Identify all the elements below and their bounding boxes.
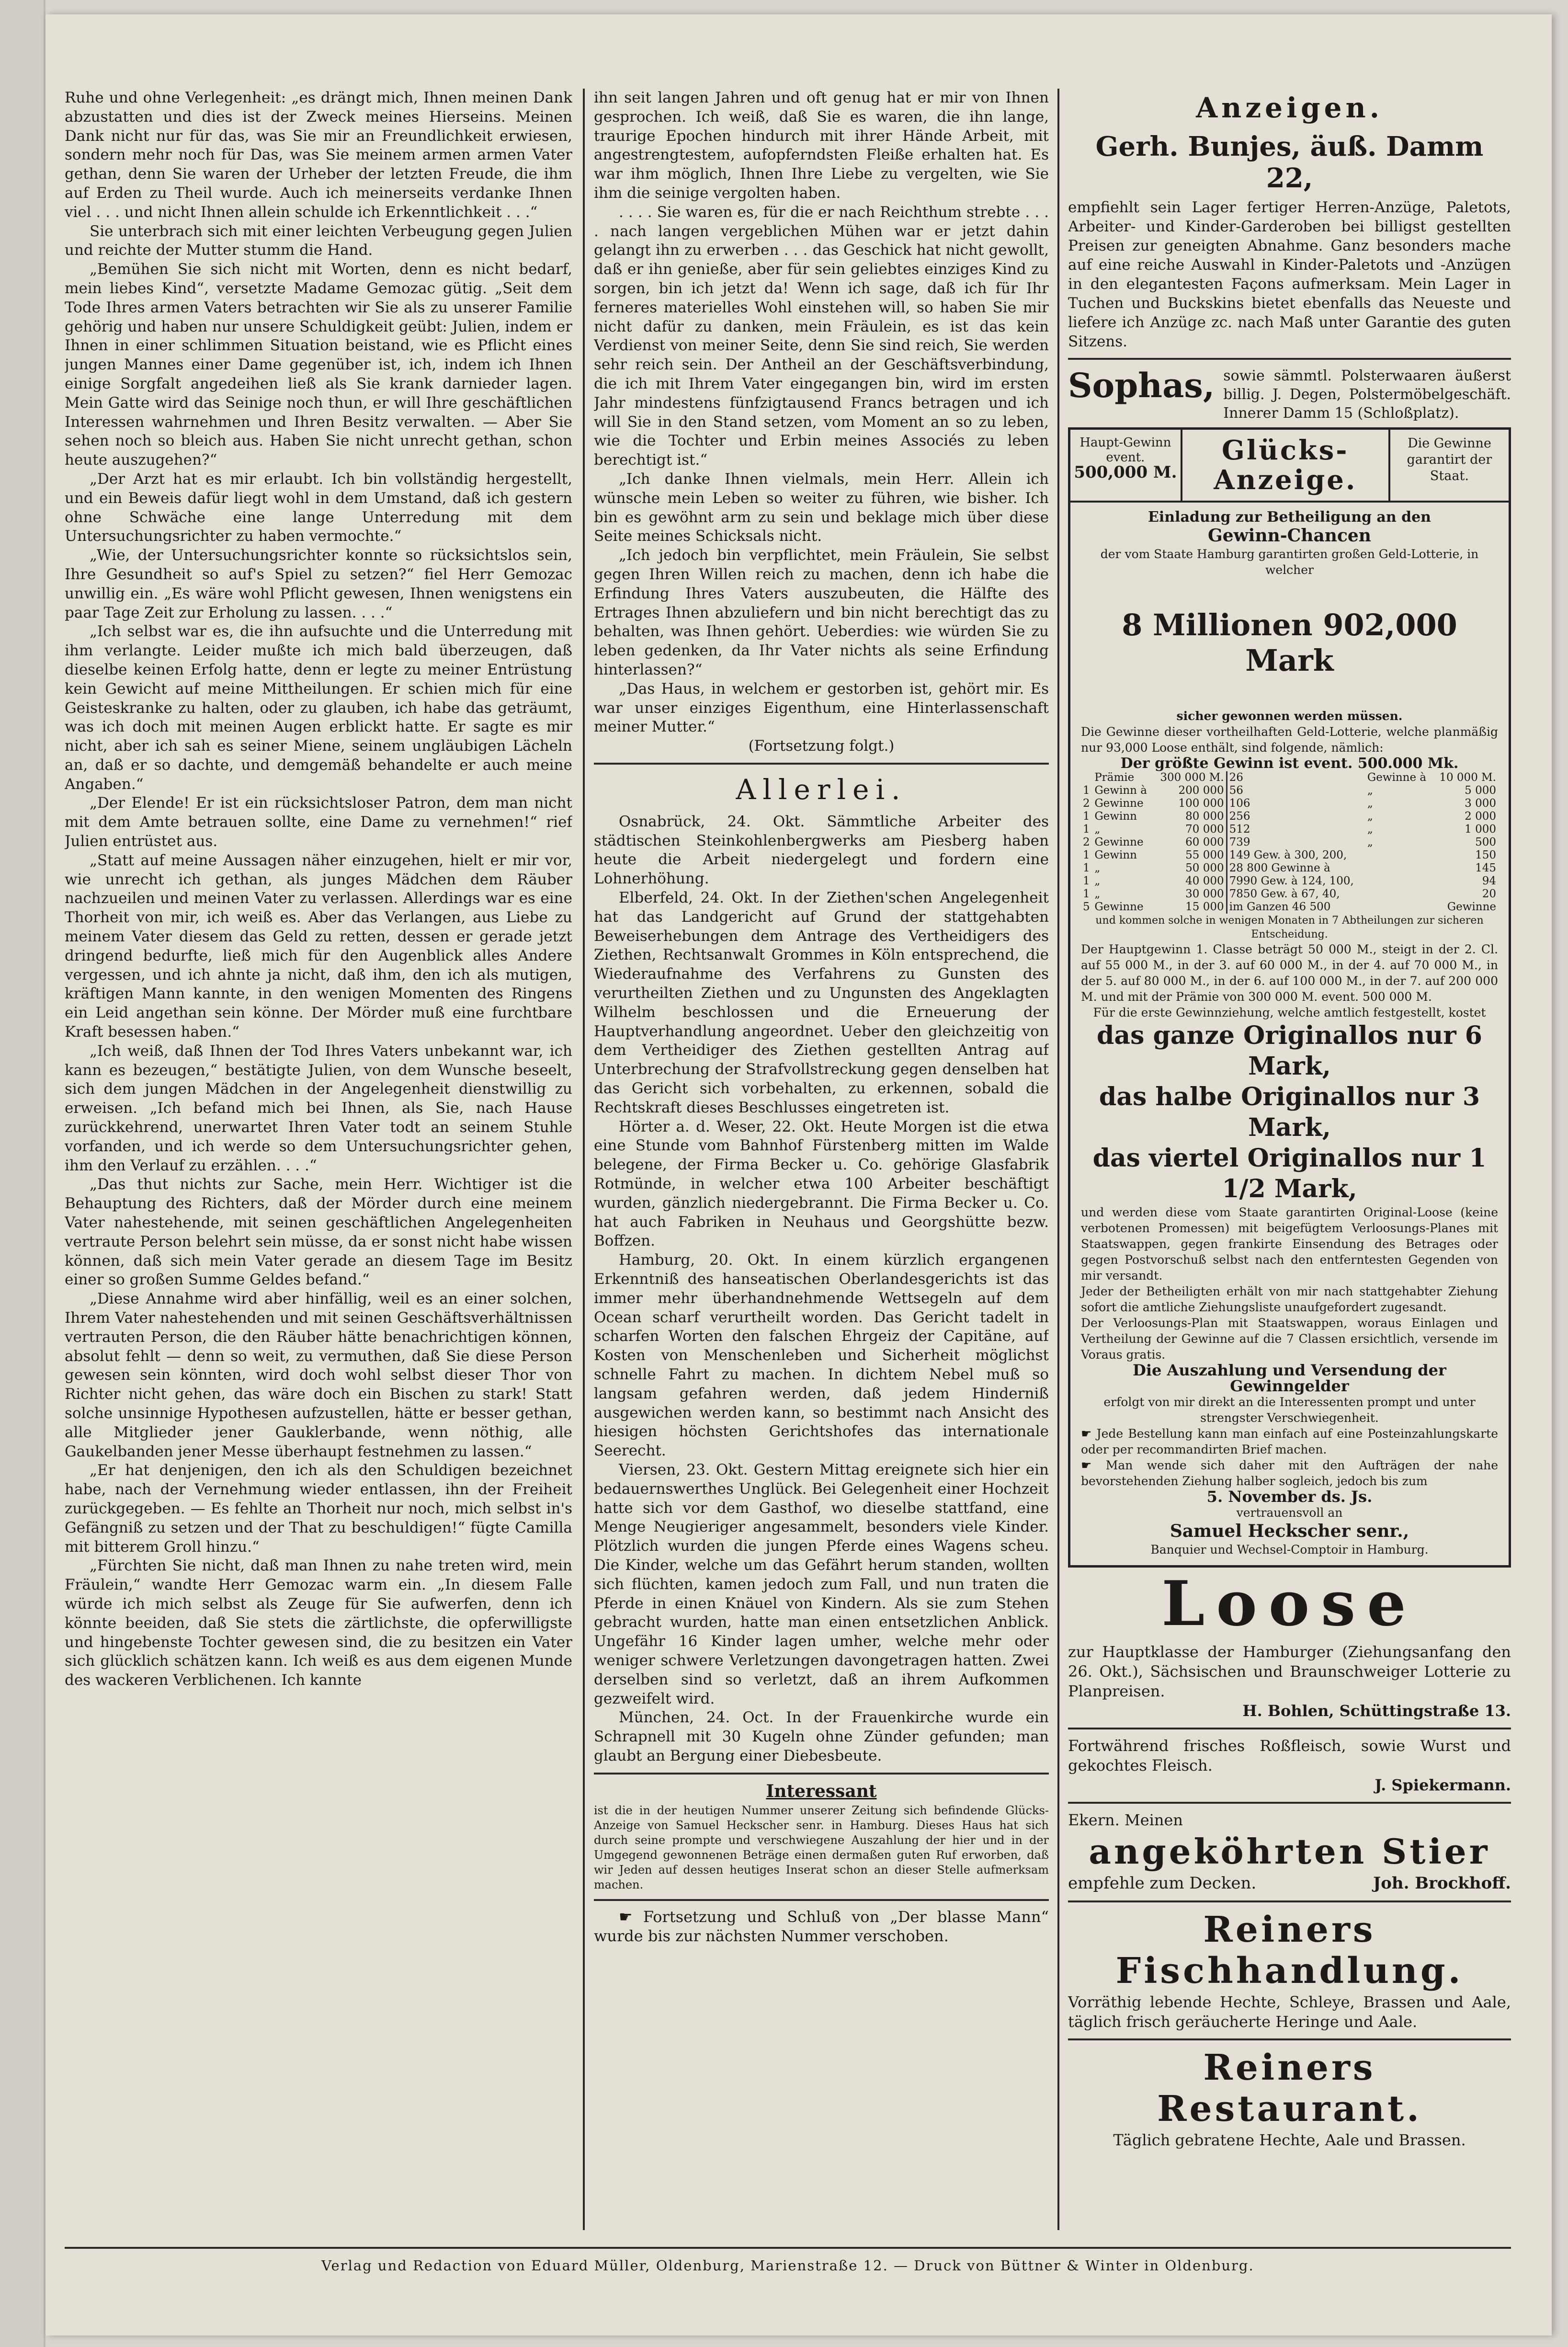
prize-row <box>1081 849 1498 862</box>
restaurant-ad-head: Reiners Restaurant. <box>1157 2047 1422 2129</box>
bunjes-ad-text: empfiehlt sein Lager fertiger Herren-Anzüge, Paletots, Arbeiter- und Kinder-Garderoben bei billigst gestellten Preisen zur geneigten Abnahme. Ganz besonders mache auf eine reiche Auswahl in Kinder-Paletots und -Anzügen in den elegantesten Façons aufmerksam. Mein Lager in Tuchen und Buckskins bietet ebenfalls das Neueste und liefere ich Anzüge zc. nach Maß unter Garantie des guten Sitzens. <box>1068 199 1511 350</box>
lottery-deadline: 5. November ds. Js. <box>1206 1488 1373 1506</box>
novel-paragraph: „Ich jedoch bin verpflichtet, mein Fräulein, Sie selbst gegen Ihren Willen reich zu machen, denn ich habe die Erfindung Ihres Vaters auszubeuten, die Hälfte des Ertrages Ihnen abzuliefern und bin nicht berechtigt das zu behalten, was Ihnen gehört. Ueberdies: wie würden Sie zu leben gedenken, da Ihr Vater nichts als seine Erfindung hinterlassen?“ <box>594 547 1049 678</box>
novel-paragraph: „Der Arzt hat es mir erlaubt. Ich bin vollständig hergestellt, und ein Beweis dafür liegt wohl in dem Umstand, daß ich gestern ohne Schwäche eine lange Unterredung mit dem Untersuchungsrichter zu haben vermochte.“ <box>65 470 572 545</box>
prize-cell: 7850 Gew. à 67, 40, <box>1227 888 1365 901</box>
prize-cell: „ <box>1094 875 1101 887</box>
lottery-banker: Samuel Heckscher senr., <box>1170 1521 1409 1541</box>
lottery-banker-desc: Banquier und Wechsel-Comptoir in Hamburg. <box>1150 1543 1429 1557</box>
lottery-list: Jeder der Betheiligten erhält von mir nach stattgehabter Ziehung sofort die amtliche Ziehungsliste unaufgefordert zugesandt. <box>1081 1284 1498 1314</box>
novel-paragraph: „Das Haus, in welchem er gestorben ist, gehört mir. Es war unser einziges Eigenthum, eine Hinterlassenschaft meiner Mutter.“ <box>594 680 1049 736</box>
novel-paragraph: . . . . Sie waren es, für die er nach Reichthum strebte . . . . nach langen vergeblichen Mühen war er jetzt dahin gelangt ihn zu erwerben . . . das Geschick hat nicht gewollt, daß er ihn genieße, aber für sein geliebtes einziges Kind zu sorgen, bin ich jetzt da! Wenn ich sage, daß ich für Ihr ferneres materielles Wohl einstehen will, so haben Sie mir nicht dafür zu danken, mein Fräulein, es ist das kein Verdienst von meiner Seite, denn Sie sind reich, Sie werden sehr reich sein. Der Antheil an der Geschäftsverbindung, die ich mit Ihrem Vater eingegangen bin, wird im ersten Jahr mindestens fünfzigtausend Francs betragen und ich will Sie in den Stand setzen, vom Moment an so zu leben, wie die Tochter und Erbin meines Associés zu leben berechtigt ist.“ <box>594 203 1049 469</box>
lottery-order: ☛ Jede Bestellung kann man einfach auf eine Posteinzahlungskarte oder per recommandirten Brief machen. <box>1081 1427 1498 1456</box>
sophas-text: sowie sämmtl. Polsterwaaren äußerst billig. J. Degen, Polstermöbelgeschäft. Innerer Damm 15 (Schloßplatz). <box>1223 367 1511 422</box>
prize-cell <box>1365 888 1433 901</box>
news-item: München, 24. Oct. In der Frauenkirche wurde ein Schrapnell mit 30 Kugeln ohne Zünder gefunden; man glaubt an Bergung einer Diebesbeute. <box>594 1709 1049 1764</box>
prize-cell: 1 <box>1083 875 1090 887</box>
prize-row <box>1081 771 1498 784</box>
ad-divider <box>1068 1900 1511 1902</box>
anzeigen-heading: Anzeigen. <box>1196 92 1383 124</box>
loose-ad-text: zur Hauptklasse der Hamburger (Ziehungsanfang den 26. Okt.), Sächsischen und Braunschweiger Lotterie zu Planpreisen. <box>1068 1643 1511 1700</box>
restaurant-ad-text: Täglich gebratene Hechte, Aale und Brassen. <box>1113 2131 1466 2149</box>
news-item: Viersen, 23. Okt. Gestern Mittag ereignete sich hier ein bedauernswerthes Unglück. Bei Gelegenheit einer Hochzeit hatte sich vor dem Gasthof, wo dieselbe stattfand, eine Menge Neugieriger angesammelt, besonders viele Kinder. Plötzlich wurden die jungen Pferde eines Wagens scheu. Die Kinder, welche um das Gefährt herum standen, wollten sich flüchten, kamen jedoch zum Fall, und nun traten die Pferde in einen Knäuel von Kindern. Als sie zum Stehen gebracht wurden, hatte man einen entsetzlichen Anblick. Ungefähr 16 Kinder lagen umher, welche mehr oder weniger schwere Verletzungen davongetragen hatten. Zwei derselben sind so verletzt, daß an ihrem Aufkommen gezweifelt wird. <box>594 1461 1049 1707</box>
interessant-heading: Interessant <box>766 1781 877 1801</box>
prize-cell: 26 <box>1227 771 1365 784</box>
ad-divider <box>1068 1802 1511 1804</box>
prize-cell: 20 <box>1482 888 1496 900</box>
prize-cell: 300 000 M. <box>1160 771 1224 784</box>
sophas-ad <box>1068 366 1511 423</box>
section-divider <box>594 763 1049 765</box>
novel-paragraph: Ruhe und ohne Verlegenheit: „es drängt mich, Ihnen meinen Dank abzustatten und dies ist der Zweck meines Hierseins. Meinen Dank nicht nur für das, was Sie mir an Freundlichkeit erwiesen, sondern mehr noch für Das, was Sie meinem armen armen Vater gethan, denn Sie waren der Urheber der letzten Freude, die ihm auf Erden zu Theil wurde. Auch ich meinerseits verdanke Ihnen viel . . . und nicht Ihnen allein schulde ich Erkenntlichkeit . . .“ <box>65 89 572 221</box>
prize-cell: 3 000 <box>1465 797 1496 810</box>
prize-cell: 55 000 <box>1185 849 1224 861</box>
lottery-header <box>1070 430 1509 503</box>
prize-cell: Prämie <box>1094 771 1135 784</box>
prize-cell: 2 <box>1083 836 1090 848</box>
prize-row <box>1081 823 1498 836</box>
prize-cell: Gewinn <box>1094 849 1137 861</box>
fisch-ad-head: Reiners Fischhandlung. <box>1115 1909 1464 1992</box>
prize-cell: „ <box>1367 784 1373 797</box>
lottery-sure: sicher gewonnen werden müssen. <box>1176 709 1403 723</box>
ross-ad-text: Fortwährend frisches Roßfleisch, sowie Wurst und gekochtes Fleisch. <box>1068 1737 1511 1775</box>
novel-column-left <box>65 89 572 2230</box>
prize-cell: 60 000 <box>1185 836 1224 848</box>
prize-row <box>1081 888 1498 901</box>
prize-cell: Gewinne <box>1094 901 1144 913</box>
prize-row <box>1081 875 1498 888</box>
loose-ad-signature: H. Bohlen, Schüttingstraße 13. <box>1242 1702 1511 1720</box>
column-rule <box>1057 89 1059 2230</box>
prize-cell: „ <box>1094 862 1101 874</box>
lottery-chancen: Gewinn-Chancen <box>1208 526 1371 546</box>
news-item: Elberfeld, 24. Okt. In der Ziethen'schen Angelegenheit hat das Landgericht auf Grund der stattgehabten Beweiserhebungen dem Antrage des Vertheidigers des Ziethen, Rechtsanwalt Grommes in Köln entsprechend, die Wiederaufnahme des Verfahrens zu Gunsten des verurtheilten Ziethen und zu Ungunsten des Angeklagten Wilhelm beschlossen und die Erneuerung der Hauptverhandlung angeordnet. Ueber den gleichzeitig von dem Vertheidiger des Ziethen gestellten Antrag auf Unterbrechung der Strafvollstreckung gegen denselben hat das Gericht sich vorbehalten, zu erkennen, sobald die Rechtskraft dieses Beschlusses eingetreten ist. <box>594 889 1049 1116</box>
prize-cell: 30 000 <box>1185 888 1224 900</box>
prize-cell: 7990 Gew. à 124, 100, <box>1227 875 1365 888</box>
novel-paragraph: „Das thut nichts zur Sache, mein Herr. Wichtiger ist die Behauptung des Richters, daß der Mörder durch eine meinem Vater nahestehende, mit seinen geschäftlichen Angelegenheiten vertraute Person belehrt sein müsse, da er sonst nicht habe wissen können, daß sich mein Vater gerade an diesem Tage im Besitz einer so großen Summe Geldes befand.“ <box>65 1176 572 1289</box>
prize-cell: 149 Gew. à 300, 200, <box>1227 849 1365 862</box>
prize-cell: 80 000 <box>1185 810 1224 823</box>
prize-cell: Gewinn à <box>1094 784 1147 797</box>
prize-cell: 56 <box>1227 784 1365 797</box>
lottery-main-prize: Der Hauptgewinn 1. Classe beträgt 50 000 M., steigt in der 2. Cl. auf 55 000 M., in der 3. auf 60 000 M., in der 4. auf 70 000 M., in der 5. auf 80 000 M., in der 6. auf 100 000 M., in der 7. auf 200 000 M. und mit der Prämie von 300 000 M. event. 500 000 M. <box>1081 942 1498 1004</box>
middle-column <box>594 89 1049 2230</box>
prize-cell: 145 <box>1475 862 1496 874</box>
lottery-title: Glücks-Anzeige. <box>1182 430 1390 501</box>
lottery-guarantee: Die Gewinne garantirt der Staat. <box>1407 436 1492 483</box>
prize-cell: 2 000 <box>1465 810 1496 823</box>
imprint-footer: Verlag und Redaction von Eduard Müller, Oldenburg, Marienstraße 12. — Druck von Büttner & Winter in Oldenburg. <box>65 2247 1511 2274</box>
lottery-classes: und kommen solche in wenigen Monaten in 7 Abtheilungen zur sicheren Entscheidung. <box>1095 915 1484 940</box>
section-divider <box>594 1773 1049 1775</box>
news-item: Osnabrück, 24. Okt. Sämmtliche Arbeiter des städtischen Steinkohlenbergwerks am Piesberg haben heute die Arbeit niedergelegt und fordern eine Lohnerhöhung. <box>594 813 1049 888</box>
novel-paragraph: „Diese Annahme wird aber hinfällig, weil es an einer solchen, Ihrem Vater nahestehenden und mit seinen Geschäftsverhältnissen vertrauten Person, die den Räuber hätte benachrichtigen können, absolut fehlt — denn so weit, zu vermuthen, daß Sie diese Person gewesen sein könnten, wird doch wohl selbst dieser Thor von Richter nicht gehen, das wäre doch ein Bischen zu stark! Statt solche unsinnige Hypothesen aufzustellen, hätte er besser gethan, alle Mitglieder jener Gauklerbande, wenn nöthig, alle Gaukelbanden jener Messe überhaupt festnehmen zu lassen.“ <box>65 1290 572 1460</box>
lottery-ad <box>1068 427 1511 1568</box>
price-whole: das ganze Originallos nur 6 Mark, <box>1097 1021 1482 1081</box>
prize-row <box>1081 797 1498 810</box>
novel-paragraph: „Fürchten Sie nicht, daß man Ihnen zu nahe treten wird, mein Fräulein,“ wandte Herr Gemozac warm ein. „In diesem Falle würde ich mich selbst als Zeuge für Sie aufwerfen, denn ich könnte beeiden, daß Sie stets die zärtlichste, die opferwilligste und hingebenste Tochter gewesen sind, die zu besitzen ein Vater sich glücklich schätzen kann. Ich weiß es aus dem eigenen Munde des wackeren Verblichenen. Ich kannte <box>65 1557 572 1689</box>
novel-paragraph: „Der Elende! Er ist ein rücksichtsloser Patron, dem man nicht mit dem Amte betrauen sollte, eine Dame zu vernehmen!“ rief Julien entrüstet aus. <box>65 794 572 850</box>
stier-ad-head: angeköhrten Stier <box>1089 1831 1490 1872</box>
lottery-contact-intro: vertrauensvoll an <box>1236 1506 1343 1520</box>
newspaper-content <box>65 89 1511 2273</box>
lottery-payout: erfolgt von mir direkt an die Interessenten prompt und unter strengster Verschwiegenheit. <box>1103 1395 1476 1425</box>
price-half: das halbe Originallos nur 3 Mark, <box>1099 1082 1480 1142</box>
sophas-title: Sophas, <box>1068 366 1215 405</box>
prize-row <box>1081 810 1498 823</box>
news-item: Hörter a. d. Weser, 22. Okt. Heute Morgen ist die etwa eine Stunde vom Bahnhof Fürstenberg mitten im Walde belegene, der Firma Becker u. Co. gehörige Glasfabrik Rotmünde, in welcher etwa 100 Arbeiter beschäftigt wurden, gänzlich niedergebrannt. Die Firma Becker u. Co. hat auch Fabriken in Neuhaus und Georgshütte bezw. Boffzen. <box>594 1118 1049 1250</box>
prize-cell: 200 000 <box>1178 784 1224 797</box>
stier-ad-signature: Joh. Brockhoff. <box>1373 1874 1511 1893</box>
prize-cell: Gewinne <box>1447 901 1496 913</box>
news-item: Hamburg, 20. Okt. In einem kürzlich ergangenen Erkenntniß des hanseatischen Oberlandesgerichts ist das immer mehr überhandnehmende Wettsegeln auf dem Ocean scharf verurtheilt worden. Das Gericht tadelt in scharfen Worten den falschen Ehrgeiz der Capitäne, auf Kosten von Menschenleben und Sicherheit möglichst schnelle Fahrt zu machen. In dichtem Nebel muß so langsam gefahren werden, daß jedem Hinderniß ausgewichen werden kann, so bestimmt nach Ansicht des hiesigen höchsten Gerichtshofes das internationale Seerecht. <box>594 1251 1049 1460</box>
prize-cell: 1 <box>1083 849 1090 861</box>
page-edge <box>0 0 45 2347</box>
prize-cell: „ <box>1094 888 1101 900</box>
pointing-hand-icon: ☛ <box>619 1907 643 1926</box>
interessant-text: ist die in der heutigen Nummer unserer Zeitung sich befindende Glücks-Anzeige von Samuel Heckscher senr. in Hamburg. Dieses Haus hat sich durch seine prompte und verschwiegene Auszahlung der hier und in der Umgegend gewonnenen Beträge einen dermaßen guten Ruf erworben, daß wir Jeden auf dessen heutiges Inserat schon an dieser Stelle aufmerksam machen. <box>594 1803 1049 1891</box>
prize-cell <box>1081 771 1092 784</box>
lottery-deadline-note: ☛ Man wende sich daher mit den Aufträgen der nahe bevorstehenden Ziehung halber sogleich, jedoch bis zum <box>1081 1458 1499 1488</box>
lottery-top-prize: Haupt-Gewinn event. 500,000 M. <box>1070 430 1182 501</box>
prize-cell: 1 <box>1083 784 1090 797</box>
bunjes-ad-head: Gerh. Bunjes, äuß. Damm 22, <box>1095 131 1484 194</box>
prize-cell <box>1365 862 1433 875</box>
prize-cell: „ <box>1367 823 1373 836</box>
section-divider <box>594 1899 1049 1901</box>
prize-cell <box>1365 849 1433 862</box>
stier-ad-text: empfehle zum Decken. <box>1068 1874 1257 1893</box>
prize-cell: 5 000 <box>1465 784 1496 797</box>
prize-row <box>1081 784 1498 797</box>
prize-cell: 94 <box>1482 875 1496 887</box>
prize-cell: „ <box>1367 810 1373 823</box>
prize-cell: 50 000 <box>1185 862 1224 874</box>
stier-ad-row <box>1068 1873 1511 1894</box>
prize-row <box>1081 901 1498 914</box>
prize-cell: 10 000 M. <box>1439 771 1496 784</box>
novel-paragraph: „Ich danke Ihnen vielmals, mein Herr. Allein ich wünsche mein Leben so weiter zu führen, wie bisher. Ich bin es gewöhnt arm zu sein und beklage mich über diese Seite meines Schicksals nicht. <box>594 470 1049 545</box>
prize-cell: 1 000 <box>1465 823 1496 836</box>
lottery-total: 8 Millionen 902,000 Mark <box>1122 607 1457 678</box>
prize-cell: 500 <box>1475 836 1496 848</box>
prize-cell: 2 <box>1083 797 1090 810</box>
novel-paragraph: ihn seit langen Jahren und oft genug hat er mir von Ihnen gesprochen. Ich weiß, daß Sie es waren, die ihn lange, traurige Epochen hindurch mit ihrer Hände Arbeit, mit angestrengtestem, aufopferndsten Fleiße erhalten hat. Es war ihm möglich, Ihnen Ihre Liebe zu vergelten, wie Sie ihm die seinige vergolten haben. <box>594 89 1049 202</box>
prize-cell: 70 000 <box>1185 823 1224 836</box>
prize-cell: im Ganzen 46 500 <box>1227 901 1365 914</box>
lottery-desc: der vom Staate Hamburg garantirten großen Geld-Lotterie, in welcher <box>1100 547 1479 577</box>
price-quarter: das viertel Originallos nur 1 1/2 Mark, <box>1092 1144 1487 1203</box>
lottery-invite: Einladung zur Betheiligung an den <box>1148 509 1431 526</box>
stier-ad-pre: Ekern. Meinen <box>1068 1811 1183 1829</box>
prize-cell: 739 <box>1227 836 1365 849</box>
lottery-plan: Der Verloosungs-Plan mit Staatswappen, woraus Einlagen und Vertheilung der Gewinne auf die 7 Classen ersichtlich, versende im Voraus gratis. <box>1081 1316 1498 1362</box>
fortsetzung-note: ☛ Fortsetzung und Schluß von „Der blasse Mann“ wurde bis zur nächsten Nummer verschoben. <box>594 1907 1049 1945</box>
pointing-hand-icon: ☛ <box>1081 1458 1106 1472</box>
prize-cell: 5 <box>1083 901 1090 913</box>
prize-cell <box>1365 901 1433 914</box>
prize-cell: Gewinne <box>1094 797 1144 810</box>
novel-paragraph: Sie unterbrach sich mit einer leichten Verbeugung gegen Julien und reichte der Mutter stumm die Hand. <box>65 222 572 259</box>
lottery-intro: Die Gewinne dieser vortheilhaften Geld-Lotterie, welche planmäßig nur 93,000 Loose enthält, sind folgende, nämlich: <box>1081 725 1498 755</box>
ad-divider <box>1068 2038 1511 2040</box>
ads-column <box>1068 89 1511 2230</box>
prize-cell: Gewinne <box>1094 836 1144 848</box>
prize-cell: 512 <box>1227 823 1365 836</box>
prize-row <box>1081 836 1498 849</box>
prize-cell: „ <box>1367 836 1373 848</box>
prize-cell: 40 000 <box>1185 875 1224 887</box>
lottery-payout-head: Die Auszahlung und Versendung der Gewinngelder <box>1133 1361 1446 1395</box>
novel-paragraph: „Ich weiß, daß Ihnen der Tod Ihres Vaters unbekannt war, ich kann es bezeugen,“ bestätigte Julien, von dem Wunsche beseelt, sich dem jungen Mädchen in der Angelegenheit dienstwillig zu erweisen. „Ich befand mich bei Ihnen, als Sie, nach Hause zurückkehrend, unerwartet Ihren Vater todt an seinem Stuhle vorfanden, und ich werde so dem Untersuchungsrichter gehen, ihm den Verlauf zu erzählen. . . .“ <box>65 1042 572 1174</box>
prize-cell: 1 <box>1083 862 1090 874</box>
prize-cell: 150 <box>1475 849 1496 861</box>
column-rule <box>583 89 585 2230</box>
lottery-cost-intro: Für die erste Gewinnziehung, welche amtlich festgestellt, kostet <box>1093 1006 1486 1019</box>
prize-cell: Gewinn <box>1094 810 1137 823</box>
prize-cell: „ <box>1094 823 1101 836</box>
prize-table <box>1081 771 1498 914</box>
ross-ad-signature: J. Spiekermann. <box>1375 1776 1511 1794</box>
lottery-shipping: und werden diese vom Staate garantirten Original-Loose (keine verbotenen Promessen) mit beigefügtem Verloosungs-Planes mit Staatswappen, gegen frankirte Einsendung des Betrages oder gegen Postvorschuß selbst nach den entferntesten Gegenden von mir versandt. <box>1081 1205 1498 1282</box>
pointing-hand-icon: ☛ <box>1081 1427 1097 1441</box>
prize-cell: 15 000 <box>1185 901 1224 913</box>
prize-cell: 106 <box>1227 797 1365 810</box>
novel-paragraph: „Bemühen Sie sich nicht mit Worten, denn es nicht bedarf, mein liebes Kind“, versetzte Madame Gemozac gütig. „Seit dem Tode Ihres armen Vaters betrachten wir Sie als zu unserer Familie gehörig und haben nur unsere Schuldigkeit geübt: Julien, indem er Ihnen in einer schlimmen Situation beistand, wie es Pflicht eines jungen Mannes einer Dame gegenüber ist, ich, indem ich Ihnen einige Sorgfalt angedeihen ließ als Sie krank darnieder lagen. Mein Gatte wird das Seinige noch thun, er will Ihre geschäftlichen Interessen wahrnehmen und Ihren Besitz verwalten. — Aber Sie sehen noch so bleich aus. Haben Sie nicht unrecht gethan, schon heute auszugehen?“ <box>65 261 572 469</box>
fisch-ad-text: Vorräthig lebende Hechte, Schleye, Brassen und Aale, täglich frisch geräucherte Heringe und Aale. <box>1068 1993 1511 2031</box>
prize-cell: 1 <box>1083 823 1090 836</box>
novel-paragraph: „Er hat denjenigen, den ich als den Schuldigen bezeichnet habe, nach der Vernehmung wieder entlassen, ihn der Freiheit zurückgegeben. — Es fehlte an Thorheit nur noch, mich selbst in's Gefängniß zu setzen und der That zu beschuldigen!“ fügte Camilla mit bitterem Groll hinzu.“ <box>65 1462 572 1556</box>
prize-cell: 28 800 Gewinne à <box>1227 862 1365 875</box>
prize-row <box>1081 862 1498 875</box>
novel-paragraph: „Statt auf meine Aussagen näher einzugehen, hielt er mir vor, wie unrecht ich gethan, als junges Mädchen dem Räuber nachzueilen und meinen Vater zu verlassen. Allerdings war es eine Thorheit von mir, ich weiß es. Aber das Verlangen, aus Liebe zu meinem Vater diesem das Geld zu retten, dessen er gerade jetzt dringend bedurfte, ließ mich für den Augenblick alles Andere vergessen, und ich ahnte ja nicht, daß ihm, den ich als mutigen, kräftigen Mann kannte, in den wenigen Momenten des Ringens ein Leid angethan sein könne. Der Mörder muß eine furchtbare Kraft besessen haben.“ <box>65 851 572 1041</box>
prize-cell: Gewinne à <box>1367 771 1427 784</box>
ad-divider <box>1068 1728 1511 1729</box>
lottery-max: Der größte Gewinn ist event. 500.000 Mk. <box>1120 755 1459 772</box>
loose-ad-title: Loose <box>1161 1568 1418 1640</box>
prize-cell: 256 <box>1227 810 1365 823</box>
prize-cell: 1 <box>1083 888 1090 900</box>
continuation-note: (Fortsetzung folgt.) <box>748 737 895 755</box>
prize-cell: 100 000 <box>1178 797 1224 810</box>
novel-paragraph: „Ich selbst war es, die ihn aufsuchte und die Unterredung mit ihm verlangte. Leider mußte ich mich bald überzeugen, daß dieselbe keinen Erfolg hatte, denn er legte zu meiner Entrüstung kein Gewicht auf meine Mittheilungen. Er schien mich für eine Geisteskranke zu halten, oder zu glauben, ich habe das geträumt, was ich doch mit meinen Augen erblickt hatte. Er sagte es mir nicht, aber ich sah es seiner Miene, seinem ungläubigen Lächeln an, daß er so dachte, und demgemäß behandelte er auch meine Angaben.“ <box>65 623 572 793</box>
prize-cell: 1 <box>1083 810 1090 823</box>
novel-paragraph: „Wie, der Untersuchungsrichter konnte so rücksichtslos sein, Ihre Gesundheit so auf's Spiel zu setzen?“ fiel Herr Gemozac unwillig ein. „Es wäre wohl Pflicht gewesen, Ihnen wenigstens ein paar Tage Zeit zur Erholung zu lassen. . . .“ <box>65 547 572 621</box>
prize-cell: „ <box>1367 797 1373 810</box>
prize-cell <box>1365 875 1433 888</box>
ad-divider <box>1068 358 1511 360</box>
allerlei-heading: Allerlei. <box>736 773 907 806</box>
